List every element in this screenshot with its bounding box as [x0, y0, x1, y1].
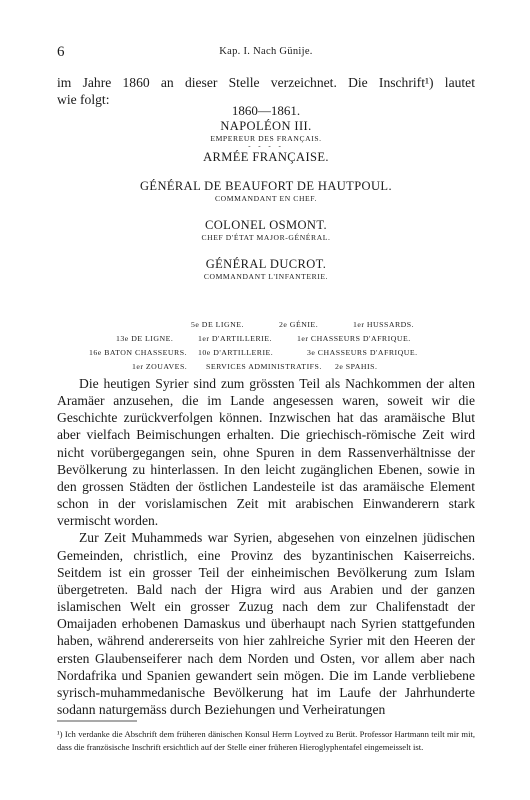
unit-entry: 16e BATON CHASSEURS. [89, 348, 188, 357]
inscription-general2-title: COMMANDANT L'INFANTERIE. [203, 272, 329, 282]
units-row [57, 348, 475, 362]
footnote: ¹) Ich verdanke die Abschrift dem früheren dänischen Konsul Herrn Loytved zu Berüt. Professor Hartmann teilt mir mit, dass die französische Inschrift ersichtlich auf der Stelle einer früheren Hieroglyphentafel eingemeisselt ist. [57, 729, 475, 752]
running-title: Kap. I. Nach Günije. [219, 46, 313, 57]
unit-entry: 1er HUSSARDS. [353, 320, 415, 329]
unit-entry: 2e SPAHIS. [335, 362, 378, 371]
inscription-emperor-title: EMPEREUR DES FRANÇAIS. [210, 133, 322, 143]
page-number: 6 [57, 44, 65, 60]
footnote-rule [57, 720, 475, 722]
units-row [57, 362, 475, 376]
unit-entry: 5e DE LIGNE. [191, 320, 244, 329]
unit-entry: 1er ZOUAVES. [132, 362, 188, 371]
inscription-army: ARMÉE FRANÇAISE. [203, 150, 329, 165]
unit-entry: 1er CHASSEURS D'AFRIQUE. [297, 334, 411, 343]
intro-line-1: im Jahre 1860 an dieser Stelle verzeichnet. Die Inschrift¹) lautet [57, 75, 475, 90]
unit-entry: 2e GÉNIE. [279, 320, 319, 329]
inscription-years: 1860—1861. [231, 103, 301, 118]
unit-entry: 3e CHASSEURS D'AFRIQUE. [307, 348, 418, 357]
paragraph: Zur Zeit Muhammeds war Syrien, abgesehen von einzelnen jüdischen Gemeinden, christlich, eine Provinz des byzantinischen Kaiserreichs. Seitdem ist ein grosser Teil der einheimischen Bevölkerung zum Islam übergetreten. Bald nach der Higra wird aus Arabien und der ganzen islamischen Welt ein grosser Zuzug nach dem zur Chalifenstadt der Omaijaden erhobenen Damaskus und überhaupt nach Syrien stattgefunden haben, während andererseits von hier zahlreiche Syrier mit den Heeren der ersten Glaubenseiferer nach dem Norden und Osten, vor allem aber nach Nordafrika und Spanien gewandert sein mögen. Die im Lande verbliebene syrisch-muhammedanische Bevölkerung hat im Laufe der Jahrhunderte sodann naturgemäss durch Beziehungen und Verheiratungen [57, 530, 475, 717]
unit-entry: 13e DE LIGNE. [116, 334, 174, 343]
intro-line-2: wie folgt: [57, 92, 110, 107]
body-text [57, 375, 475, 718]
unit-entry: 10e D'ARTILLERIE. [198, 348, 274, 357]
units-row [57, 334, 475, 348]
units-row [57, 320, 475, 334]
inscription-general2: GÉNÉRAL DUCROT. [205, 256, 327, 271]
unit-entry: 1er D'ARTILLERIE. [198, 334, 272, 343]
inscription-block [57, 104, 475, 281]
units-table [57, 320, 475, 376]
inscription-emperor: NAPOLÉON III. [220, 119, 312, 133]
page-header [57, 44, 475, 60]
inscription-general-title: COMMANDANT EN CHEF. [215, 194, 317, 204]
inscription-general: GÉNÉRAL DE BEAUFORT DE HAUTPOUL. [140, 178, 392, 193]
inscription-dots: - - - - [248, 142, 284, 151]
unit-entry: SERVICES ADMINISTRATIFS. [206, 362, 322, 371]
inscription-colonel: COLONEL OSMONT. [205, 217, 327, 232]
inscription-colonel-title: CHEF D'ÉTAT MAJOR-GÉNÉRAL. [201, 233, 331, 243]
paragraph: Die heutigen Syrier sind zum grössten Teil als Nachkommen der alten Aramäer anzusehen, die im Lande angesessen waren, soweit wir die Geschichte zurückverfolgen können. Inzwischen hat das aramäische Blut aber vielfach Beimischungen erhalten. Die griechisch-römische Zeit wird nicht vorübergegangen sein, ohne Spuren in dem Rassenverhältnisse der Bevölkerung zu hinterlassen. In den leicht zugänglichen Ebenen, sowie in den grossen Städten der östlichen Landesteile ist das aramäische Element schon in der vorislamischen Zeit mit arabischen Einwanderern stark vermischt worden. [57, 376, 475, 529]
